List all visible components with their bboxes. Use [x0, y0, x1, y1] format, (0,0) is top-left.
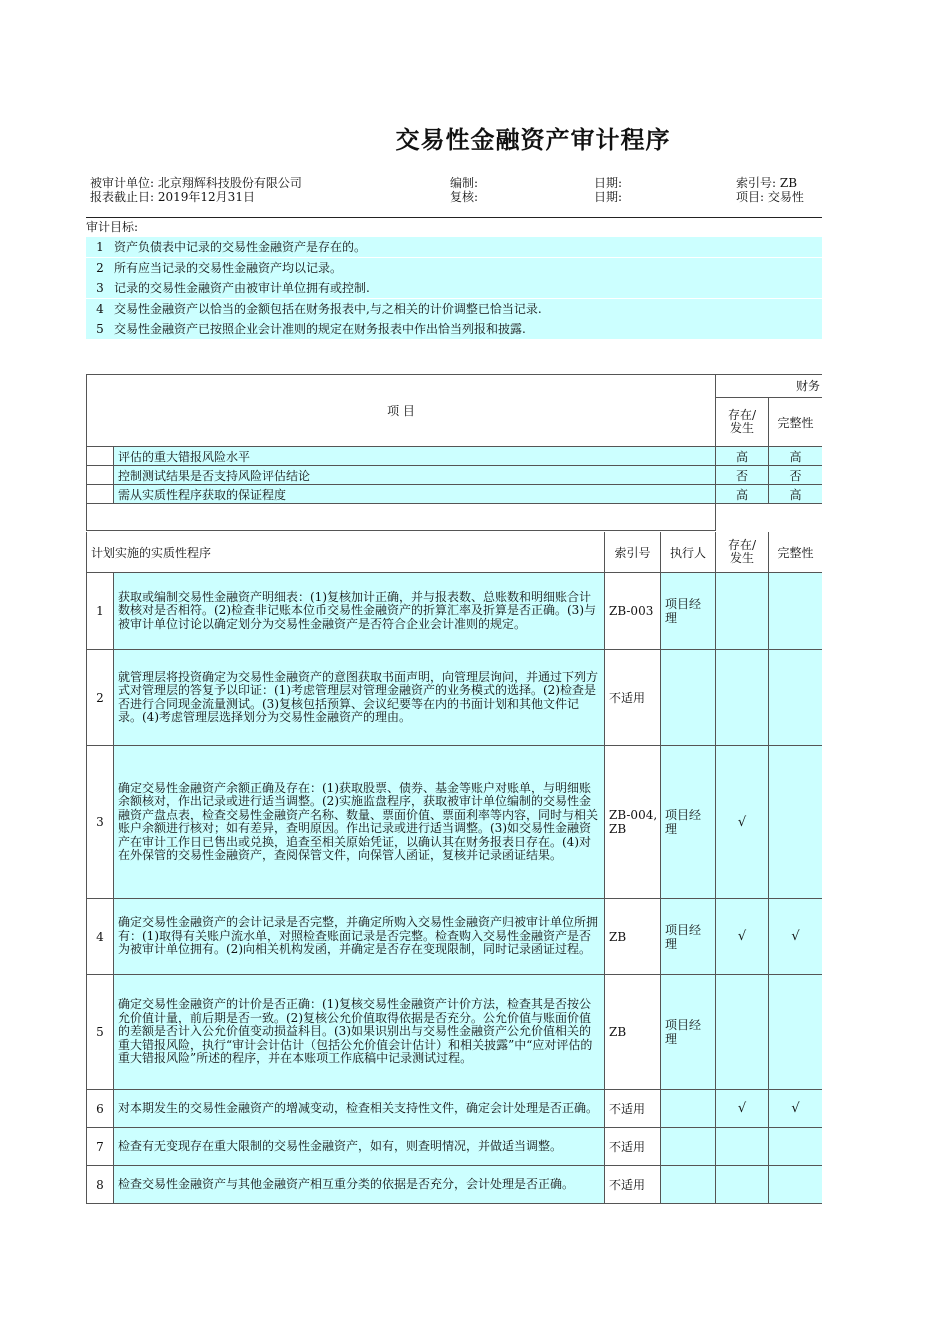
blank-row	[86, 504, 716, 531]
procedure-executor: 项目经理	[661, 975, 716, 1090]
procedure-completeness-check	[769, 573, 822, 650]
procedure-completeness-check	[769, 1128, 822, 1166]
procedure-executor	[661, 1090, 716, 1128]
objective-item	[86, 319, 822, 339]
objective-text: 交易性金融资产以恰当的金额包括在财务报表中,与之相关的计价调整已恰当记录.	[114, 301, 542, 316]
risk-existence: 高	[716, 485, 769, 504]
date1-label: 日期:	[594, 176, 623, 190]
index-line	[736, 176, 797, 191]
procedure-completeness-check: √	[769, 1090, 822, 1128]
risk-existence: 否	[716, 466, 769, 485]
procedure-text-content: 确定交易性金融资产的计价是否正确：(1)复核交易性金融资产计价方法，检查其是否按公允价值计量，前后期是否一致。(2)复核公允价值取得依据是否充分。公允价值与账面价值的差额是否计入公允价值变动损益科目。(3)如果识别出与交易性金融资产公允价值相关的重大错报风险，执行“审计会计估计（包括公允价值会计估计）和相关披露”中“应对评估的重大错报风险”所述的程序，并在本账项工作底稿中记录测试过程。	[118, 997, 593, 1066]
objective-number: 4	[96, 301, 104, 316]
procedure-index: 不适用	[605, 1128, 661, 1166]
procedure-executor: 项目经理	[661, 746, 716, 899]
procedure-text-content: 确定交易性金融资产的会计记录是否完整，并确定所购入交易性金融资产归被审计单位所拥有：(1)取得有关账户流水单，对照检查账面记录是否完整。检查购入交易性金融资产是否为被审计单位拥有。(2)向相关机构发函，并确定是否存在变现限制，同时记录函证过程。	[118, 915, 599, 957]
procedure-number: 1	[86, 573, 114, 650]
group-header: 财务	[716, 374, 822, 398]
col-completeness-header: 完整性	[769, 398, 822, 447]
objective-number: 1	[96, 240, 104, 254]
objective-number: 5	[96, 322, 104, 336]
risk-label: 控制测试结果是否支持风险评估结论	[114, 466, 716, 485]
date2-label: 日期:	[594, 190, 623, 204]
risk-row-spacer	[86, 466, 114, 485]
procedure-existence-check	[716, 573, 769, 650]
procedure-index: 不适用	[605, 650, 661, 746]
project-line	[736, 190, 804, 205]
blank-row-right	[716, 504, 822, 531]
procedure-index: ZB	[605, 975, 661, 1090]
col-executor-header: 执行人	[661, 532, 716, 573]
procedure-existence-check: √	[716, 899, 769, 975]
procedure-executor	[661, 650, 716, 746]
procedure-existence-check: √	[716, 1090, 769, 1128]
entity-line	[90, 176, 302, 191]
period-line	[90, 190, 255, 205]
procedure-number: 8	[86, 1166, 114, 1204]
procedure-text	[114, 746, 605, 899]
procedure-text-content: 对本期发生的交易性金融资产的增减变动，检查相关支持性文件，确定会计处理是否正确。	[118, 1100, 599, 1115]
procedure-executor: 项目经理	[661, 573, 716, 650]
objective-text: 交易性金融资产已按照企业会计准则的规定在财务报表中作出恰当列报和披露.	[114, 322, 526, 336]
procedure-existence-check: √	[716, 746, 769, 899]
procedure-index: ZB-004,ZB	[605, 746, 661, 899]
header-divider	[86, 217, 822, 218]
procedure-text-content: 就管理层将投资确定为交易性金融资产的意图获取书面声明，向管理层询问，并通过下列方式对管理层的答复予以印证：(1)考虑管理层对管理金融资产的业务模式的选择。(2)检查是否进行合同现金流量测试。(3)复核包括预算、会议纪要等在内的书面计划和其他文件记录。(4)考虑管理层选择划分为交易性金融资产的理由。	[118, 669, 599, 724]
proc-header: 计划实施的实质性程序	[86, 532, 605, 573]
procedure-number: 5	[86, 975, 114, 1090]
objective-item	[86, 258, 822, 278]
procedure-completeness-check	[769, 650, 822, 746]
risk-row-spacer	[86, 485, 114, 504]
procedure-text	[114, 975, 605, 1090]
procedure-number: 7	[86, 1128, 114, 1166]
procedure-index: 不适用	[605, 1090, 661, 1128]
risk-completeness: 高	[769, 447, 822, 466]
procedure-text-content: 检查交易性金融资产与其他金融资产相互重分类的依据是否充分，会计处理是否正确。	[118, 1176, 575, 1191]
procedure-executor: 项目经理	[661, 899, 716, 975]
period-label: 报表截止日:	[90, 190, 155, 204]
project-label: 项目:	[736, 190, 765, 204]
project-value: 交易性	[767, 190, 804, 204]
procedure-text	[114, 1166, 605, 1204]
objective-text: 所有应当记录的交易性金融资产均以记录。	[114, 260, 343, 275]
procedure-number: 3	[86, 746, 114, 899]
entity-value: 北京翔辉科技股份有限公司	[157, 176, 302, 190]
objective-number: 3	[96, 281, 104, 295]
reviewer-label: 复核:	[450, 190, 479, 204]
procedure-text	[114, 650, 605, 746]
procedure-text-content: 确定交易性金融资产余额正确及存在：(1)获取股票、债券、基金等账户对账单，与明细账余额核对，作出记录或进行适当调整。(2)实施监盘程序，获取被审计单位编制的交易性金融资产盘点表，检查交易性金融资产名称、数量、票面价值、票面利率等内容，同时与相关账户余额进行核对；如有差异，查明原因。作出记录或进行适当调整。(3)如交易性金融资产在审计工作日已售出或兑换，追查至相关原始凭证，以确认其在财务报表日存在。(4)对在外保管的交易性金融资产，查阅保管文件，向保管人函证，复核并记录函证结果。	[118, 780, 599, 862]
objective-text: 记录的交易性金融资产由被审计单位拥有或控制.	[114, 281, 370, 295]
procedure-text	[114, 573, 605, 650]
risk-label: 需从实质性程序获取的保证程度	[114, 485, 716, 504]
procedure-index: ZB-003	[605, 573, 661, 650]
col-completeness-header-2: 完整性	[769, 532, 822, 573]
risk-label: 评估的重大错报风险水平	[114, 447, 716, 466]
risk-completeness: 否	[769, 466, 822, 485]
procedure-completeness-check	[769, 1166, 822, 1204]
procedure-text	[114, 899, 605, 975]
col-existence-header-2: 存在/发生	[716, 532, 769, 573]
procedure-completeness-check	[769, 746, 822, 899]
risk-row-spacer	[86, 447, 114, 466]
objective-number: 2	[96, 260, 104, 275]
index-label: 索引号:	[736, 176, 777, 190]
col-index-header: 索引号	[605, 532, 661, 573]
procedure-executor	[661, 1128, 716, 1166]
procedure-existence-check	[716, 1166, 769, 1204]
procedure-completeness-check: √	[769, 899, 822, 975]
period-value: 2019年12月31日	[157, 190, 255, 204]
procedure-executor	[661, 1166, 716, 1204]
procedure-index: 不适用	[605, 1166, 661, 1204]
procedure-index: ZB	[605, 899, 661, 975]
procedure-text-content: 获取或编制交易性金融资产明细表：(1)复核加计正确，并与报表数、总账数和明细账合计数核对是否相符。(2)检查非记账本位币交易性金融资产的折算汇率及折算是否正确。(3)与被审计单位讨论以确定划分为交易性金融资产是否符合企业会计准则的规定。	[118, 589, 596, 631]
entity-label: 被审计单位:	[90, 176, 155, 190]
preparer-label: 编制:	[450, 176, 479, 190]
procedure-text	[114, 1128, 605, 1166]
procedure-completeness-check	[769, 975, 822, 1090]
objective-text: 资产负债表中记录的交易性金融资产是存在的。	[114, 240, 367, 254]
item-header: 项 目	[86, 374, 716, 447]
col-existence-header: 存在/发生	[716, 398, 769, 447]
procedure-existence-check	[716, 650, 769, 746]
procedure-text	[114, 1090, 605, 1128]
procedure-number: 2	[86, 650, 114, 746]
risk-existence: 高	[716, 447, 769, 466]
page-title: 交易性金融资产审计程序	[395, 126, 671, 154]
risk-completeness: 高	[769, 485, 822, 504]
objective-item	[86, 299, 822, 319]
procedure-existence-check	[716, 975, 769, 1090]
procedure-number: 6	[86, 1090, 114, 1128]
index-value: ZB	[779, 176, 798, 190]
procedure-existence-check	[716, 1128, 769, 1166]
procedure-text-content: 检查有无变现存在重大限制的交易性金融资产，如有，则查明情况，并做适当调整。	[118, 1138, 563, 1153]
objective-item	[86, 278, 822, 298]
objective-item	[86, 237, 822, 257]
objectives-label: 审计目标:	[86, 220, 139, 234]
procedure-number: 4	[86, 899, 114, 975]
